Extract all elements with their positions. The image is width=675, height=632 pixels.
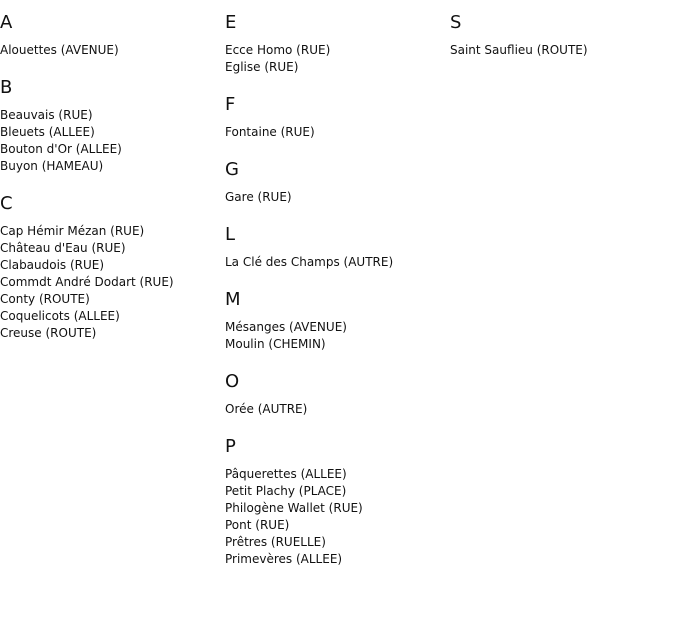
letter-group xyxy=(0,12,220,59)
street-link[interactable]: Prêtres (RUELLE) xyxy=(225,535,326,549)
street-link[interactable]: Eglise (RUE) xyxy=(225,60,299,74)
street-list xyxy=(0,107,220,175)
street-link[interactable]: Commdt André Dodart (RUE) xyxy=(0,275,174,289)
street-link[interactable]: Coquelicots (ALLEE) xyxy=(0,309,120,323)
street-link[interactable]: Primevères (ALLEE) xyxy=(225,552,343,566)
letter-heading: O xyxy=(225,371,240,392)
street-link[interactable]: Petit Plachy (PLACE) xyxy=(225,484,347,498)
letter-heading: P xyxy=(225,436,236,457)
letter-group xyxy=(225,224,445,271)
street-list xyxy=(225,189,445,206)
street-link[interactable]: Pâquerettes (ALLEE) xyxy=(225,467,347,481)
street-list xyxy=(0,42,220,59)
letter-heading: G xyxy=(225,159,239,180)
index-column-2 xyxy=(225,12,445,586)
street-link[interactable]: Ecce Homo (RUE) xyxy=(225,43,331,57)
street-link[interactable]: Creuse (ROUTE) xyxy=(0,326,97,340)
street-link[interactable]: Moulin (CHEMIN) xyxy=(225,337,326,351)
street-list xyxy=(225,254,445,271)
street-list xyxy=(225,466,445,568)
letter-group xyxy=(225,371,445,418)
letter-group xyxy=(225,436,445,568)
letter-heading: M xyxy=(225,289,241,310)
street-link[interactable]: Beauvais (RUE) xyxy=(0,108,93,122)
street-link[interactable]: Mésanges (AVENUE) xyxy=(225,320,347,334)
letter-heading: S xyxy=(450,12,462,33)
index-column-1 xyxy=(0,12,220,360)
letter-heading: E xyxy=(225,12,237,33)
letter-group xyxy=(0,77,220,175)
letter-group xyxy=(225,289,445,353)
street-link[interactable]: Saint Sauflieu (ROUTE) xyxy=(450,43,588,57)
letter-heading: L xyxy=(225,224,236,245)
street-link[interactable]: Orée (AUTRE) xyxy=(225,402,308,416)
street-link[interactable]: Gare (RUE) xyxy=(225,190,292,204)
letter-group xyxy=(225,12,445,76)
street-link[interactable]: Bleuets (ALLEE) xyxy=(0,125,95,139)
street-link[interactable]: Bouton d'Or (ALLEE) xyxy=(0,142,122,156)
street-link[interactable]: Philogène Wallet (RUE) xyxy=(225,501,363,515)
letter-group xyxy=(225,159,445,206)
letter-group xyxy=(225,94,445,141)
street-list xyxy=(225,319,445,353)
street-link[interactable]: Cap Hémir Mézan (RUE) xyxy=(0,224,145,238)
street-list xyxy=(450,42,670,59)
street-link[interactable]: Conty (ROUTE) xyxy=(0,292,90,306)
letter-heading: C xyxy=(0,193,13,214)
street-index xyxy=(0,12,675,632)
street-link[interactable]: Clabaudois (RUE) xyxy=(0,258,105,272)
street-link[interactable]: Château d'Eau (RUE) xyxy=(0,241,126,255)
street-list xyxy=(225,42,445,76)
letter-heading: F xyxy=(225,94,236,115)
street-list xyxy=(225,401,445,418)
street-list xyxy=(225,124,445,141)
street-link[interactable]: La Clé des Champs (AUTRE) xyxy=(225,255,394,269)
street-link[interactable]: Alouettes (AVENUE) xyxy=(0,43,119,57)
letter-heading: B xyxy=(0,77,13,98)
letter-heading: A xyxy=(0,12,13,33)
letter-group xyxy=(0,193,220,342)
street-link[interactable]: Fontaine (RUE) xyxy=(225,125,315,139)
street-link[interactable]: Pont (RUE) xyxy=(225,518,290,532)
letter-group xyxy=(450,12,670,59)
street-list xyxy=(0,223,220,342)
index-column-3 xyxy=(450,12,670,77)
street-link[interactable]: Buyon (HAMEAU) xyxy=(0,159,104,173)
